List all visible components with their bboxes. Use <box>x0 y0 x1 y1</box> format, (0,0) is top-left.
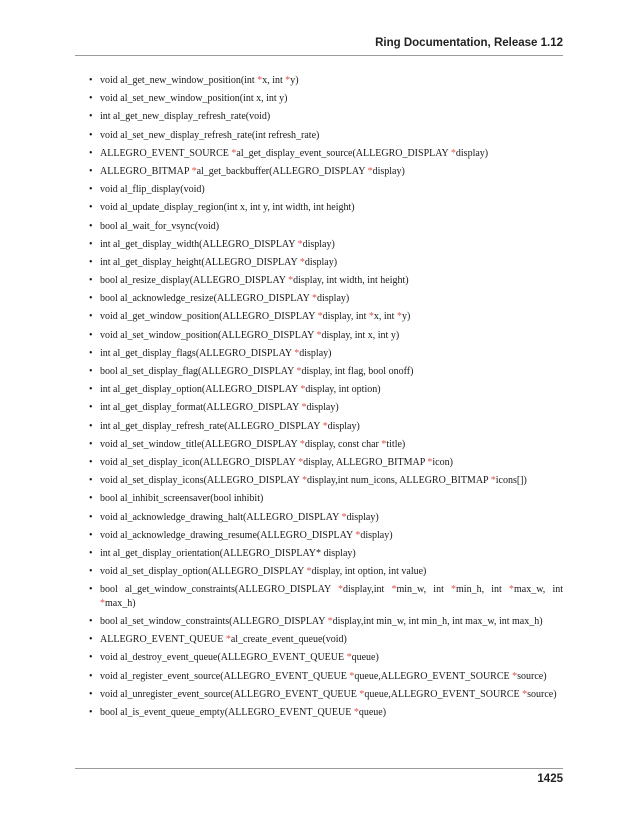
pointer-star: * <box>288 275 294 287</box>
signature-text: min_h, int <box>456 584 509 596</box>
list-item <box>75 383 563 397</box>
signature-text: void al_set_new_window_position(int x, int y) <box>100 93 288 105</box>
pointer-star: * <box>312 293 317 305</box>
signature-text: ALLEGRO_EVENT_SOURCE <box>100 147 232 159</box>
list-item <box>75 438 563 452</box>
signature-text: title) <box>386 438 406 450</box>
signature-text: display) <box>317 293 350 305</box>
header-rule <box>75 55 563 56</box>
signature-text: ALLEGRO_EVENT_QUEUE <box>100 634 226 646</box>
list-item <box>75 565 563 579</box>
signature-text: void al_get_new_window_position(int <box>100 75 258 86</box>
signature-text: display, const char <box>304 438 382 450</box>
signature-text: display) <box>346 511 379 523</box>
signature-text: y) <box>290 75 299 86</box>
list-item <box>75 329 563 343</box>
signature-text: source) <box>517 670 547 682</box>
pointer-star: * <box>508 584 514 596</box>
bullet-icon: • <box>89 420 93 432</box>
list-item <box>75 74 563 88</box>
list-item <box>75 420 563 434</box>
signature-text: int al_get_display_option(ALLEGRO_DISPLAY <box>100 384 301 396</box>
signature-text: void al_register_event_source(ALLEGRO_EVENT_QUEUE <box>100 670 350 682</box>
bullet-icon: • <box>89 584 93 596</box>
pointer-star: * <box>349 670 355 682</box>
signature-text: void al_flip_display(void) <box>100 184 205 196</box>
signature-text: ALLEGRO_BITMAP <box>100 165 192 177</box>
signature-text: display) <box>304 256 338 268</box>
pointer-star: * <box>299 438 305 450</box>
pointer-star: * <box>285 75 291 86</box>
pointer-star: * <box>231 147 237 159</box>
bullet-icon: • <box>89 529 93 541</box>
bullet-icon: • <box>89 184 93 196</box>
bullet-icon: • <box>89 634 93 646</box>
bullet-icon: • <box>89 566 93 578</box>
signature-text: void al_destroy_event_queue(ALLEGRO_EVENT_QUEUE <box>100 652 347 664</box>
signature-text: display) <box>372 165 405 177</box>
signature-text: al_get_backbuffer(ALLEGRO_DISPLAY <box>196 165 368 177</box>
bullet-icon: • <box>89 311 93 323</box>
signature-text: min_w, int <box>396 584 452 596</box>
signature-text: display, int option, int value) <box>311 566 427 578</box>
pointer-star: * <box>191 165 197 177</box>
bullet-icon: • <box>89 220 93 232</box>
list-item <box>75 129 563 143</box>
bullet-icon: • <box>89 293 93 305</box>
signature-text: display, ALLEGRO_BITMAP <box>303 456 428 468</box>
signature-text: display) <box>360 529 393 541</box>
list-item <box>75 547 563 561</box>
pointer-star: * <box>322 420 328 432</box>
list-item <box>75 274 563 288</box>
list-item <box>75 651 563 665</box>
pointer-star: * <box>302 475 308 487</box>
signature-text: bool al_get_window_constraints(ALLEGRO_DISPLAY <box>100 584 339 596</box>
list-item <box>75 474 563 488</box>
bullet-icon: • <box>89 493 93 505</box>
signature-text: display) <box>455 147 489 159</box>
list-item <box>75 201 563 215</box>
pointer-star: * <box>299 256 305 268</box>
signature-text: queue,ALLEGRO_EVENT_SOURCE <box>364 688 523 700</box>
list-item <box>75 615 563 629</box>
signature-text: int al_get_display_refresh_rate(ALLEGRO_DISPLAY <box>100 420 323 432</box>
list-item <box>75 456 563 470</box>
bullet-icon: • <box>89 511 93 523</box>
signature-text: void al_update_display_region(int x, int y, int width, int height) <box>100 202 355 214</box>
pointer-star: * <box>296 366 302 377</box>
signature-text: void al_acknowledge_drawing_halt(ALLEGRO_DISPLAY <box>100 511 342 523</box>
bullet-icon: • <box>89 275 93 287</box>
list-item <box>75 165 563 179</box>
bullet-icon: • <box>89 402 93 414</box>
signature-text: display) <box>306 402 339 414</box>
bullet-icon: • <box>89 652 93 664</box>
list-item <box>75 633 563 647</box>
pointer-star: * <box>300 384 306 396</box>
signature-text: void al_set_display_option(ALLEGRO_DISPLAY <box>100 566 307 578</box>
signature-text: display) <box>299 347 332 359</box>
pointer-star: * <box>257 75 263 86</box>
bullet-icon: • <box>89 202 93 214</box>
signature-text: void al_set_window_title(ALLEGRO_DISPLAY <box>100 438 300 450</box>
pointer-star: * <box>297 238 303 250</box>
list-item <box>75 92 563 106</box>
bullet-icon: • <box>89 93 93 105</box>
signature-text: void al_get_window_position(ALLEGRO_DISPLAY <box>100 311 318 323</box>
signature-text: void al_set_new_display_refresh_rate(int refresh_rate) <box>100 129 320 141</box>
signature-text: y) <box>401 311 411 323</box>
function-signature-list <box>75 74 563 724</box>
signature-text: int al_get_display_flags(ALLEGRO_DISPLAY <box>100 347 295 359</box>
list-item <box>75 347 563 361</box>
bullet-icon: • <box>89 347 93 359</box>
signature-text: display) <box>327 420 360 432</box>
signature-text: display, int flag, bool onoff) <box>301 366 414 377</box>
pointer-star: * <box>368 311 374 323</box>
footer-rule <box>75 768 563 769</box>
signature-text: display,int <box>343 584 392 596</box>
bullet-icon: • <box>89 475 93 487</box>
pointer-star: * <box>316 329 322 341</box>
list-item <box>75 365 563 379</box>
bullet-icon: • <box>89 456 93 468</box>
bullet-icon: • <box>89 547 93 559</box>
signature-text: display, int width, int height) <box>293 275 409 287</box>
signature-text: max_w, int <box>513 584 563 596</box>
bullet-icon: • <box>89 147 93 159</box>
signature-text: bool al_set_window_constraints(ALLEGRO_DISPLAY <box>100 615 328 627</box>
list-item <box>75 147 563 161</box>
pointer-star: * <box>367 165 373 177</box>
signature-text: bool al_set_display_flag(ALLEGRO_DISPLAY <box>100 366 297 377</box>
pointer-star: * <box>427 456 433 468</box>
bullet-icon: • <box>89 256 93 268</box>
pointer-star: * <box>294 347 300 359</box>
pointer-star: * <box>346 652 352 664</box>
pointer-star: * <box>298 456 304 468</box>
running-header: Ring Documentation, Release 1.12 <box>375 37 563 49</box>
pointer-star: * <box>225 634 231 646</box>
signature-text: x, int <box>373 311 397 323</box>
list-item <box>75 183 563 197</box>
pointer-star: * <box>301 402 307 414</box>
signature-text: bool al_wait_for_vsync(void) <box>100 220 220 232</box>
signature-text: int al_get_display_orientation(ALLEGRO_DISPLAY* display) <box>100 547 356 559</box>
signature-text: display, int x, int y) <box>321 329 400 341</box>
list-item <box>75 492 563 506</box>
bullet-icon: • <box>89 706 93 718</box>
signature-text: icons[]) <box>495 475 527 487</box>
bullet-icon: • <box>89 615 93 627</box>
signature-text: void al_set_display_icons(ALLEGRO_DISPLAY <box>100 475 303 487</box>
list-item <box>75 238 563 252</box>
bullet-icon: • <box>89 688 93 700</box>
pointer-star: * <box>512 670 518 682</box>
pointer-star: * <box>338 584 344 596</box>
signature-text: display, int <box>322 311 369 323</box>
signature-text: void al_unregister_event_source(ALLEGRO_EVENT_QUEUE <box>100 688 360 700</box>
list-item <box>75 220 563 234</box>
bullet-icon: • <box>89 129 93 141</box>
list-item <box>75 511 563 525</box>
signature-text: queue) <box>358 706 387 718</box>
signature-text: void al_acknowledge_drawing_resume(ALLEGRO_DISPLAY <box>100 529 356 541</box>
list-item <box>75 401 563 415</box>
pointer-star: * <box>396 311 402 323</box>
pointer-star: * <box>359 688 365 700</box>
signature-text: al_get_display_event_source(ALLEGRO_DISPLAY <box>236 147 451 159</box>
pointer-star: * <box>522 688 528 700</box>
page-number: 1425 <box>537 773 563 785</box>
pointer-star: * <box>341 511 347 523</box>
signature-text: queue,ALLEGRO_EVENT_SOURCE <box>354 670 513 682</box>
signature-text: display,int min_w, int min_h, int max_w, int max_h) <box>332 615 543 627</box>
pointer-star: * <box>391 584 397 596</box>
bullet-icon: • <box>89 238 93 250</box>
pointer-star: * <box>490 475 496 487</box>
pointer-star: * <box>451 584 457 596</box>
pointer-star: * <box>381 438 387 450</box>
signature-text: display,int num_icons, ALLEGRO_BITMAP <box>307 475 491 487</box>
list-item <box>75 292 563 306</box>
signature-text: bool al_is_event_queue_empty(ALLEGRO_EVENT_QUEUE <box>100 706 354 718</box>
signature-text: al_create_event_queue(void) <box>230 634 347 646</box>
pointer-star: * <box>355 529 361 541</box>
bullet-icon: • <box>89 329 93 341</box>
bullet-icon: • <box>89 384 93 396</box>
bullet-icon: • <box>89 111 93 123</box>
signature-text: max_h) <box>105 597 136 609</box>
signature-text: display, int option) <box>305 384 381 396</box>
signature-text: int al_get_display_width(ALLEGRO_DISPLAY <box>100 238 298 250</box>
bullet-icon: • <box>89 670 93 682</box>
list-item <box>75 583 563 610</box>
signature-text: x, int <box>262 75 286 86</box>
pointer-star: * <box>450 147 456 159</box>
signature-text: bool al_inhibit_screensaver(bool inhibit) <box>100 493 264 505</box>
signature-text: source) <box>527 688 557 700</box>
pointer-star: * <box>327 615 333 627</box>
list-item <box>75 670 563 684</box>
bullet-icon: • <box>89 165 93 177</box>
signature-text: icon) <box>432 456 453 468</box>
list-item <box>75 110 563 124</box>
bullet-icon: • <box>89 366 93 377</box>
pointer-star: * <box>306 566 312 578</box>
bullet-icon: • <box>89 75 93 86</box>
pointer-star: * <box>353 706 359 718</box>
pointer-star: * <box>100 597 105 609</box>
signature-text: bool al_acknowledge_resize(ALLEGRO_DISPLAY <box>100 293 312 305</box>
pointer-star: * <box>317 311 323 323</box>
list-item <box>75 256 563 270</box>
signature-text: int al_get_display_height(ALLEGRO_DISPLAY <box>100 256 300 268</box>
signature-text: bool al_resize_display(ALLEGRO_DISPLAY <box>100 275 289 287</box>
signature-text: void al_set_display_icon(ALLEGRO_DISPLAY <box>100 456 299 468</box>
list-item <box>75 706 563 720</box>
bullet-icon: • <box>89 438 93 450</box>
list-item <box>75 688 563 702</box>
signature-text: queue) <box>351 652 379 664</box>
signature-text: int al_get_display_format(ALLEGRO_DISPLAY <box>100 402 302 414</box>
signature-text: int al_get_new_display_refresh_rate(void) <box>100 111 271 123</box>
list-item <box>75 310 563 324</box>
signature-text: display) <box>302 238 335 250</box>
signature-text: void al_set_window_position(ALLEGRO_DISPLAY <box>100 329 317 341</box>
list-item <box>75 529 563 543</box>
